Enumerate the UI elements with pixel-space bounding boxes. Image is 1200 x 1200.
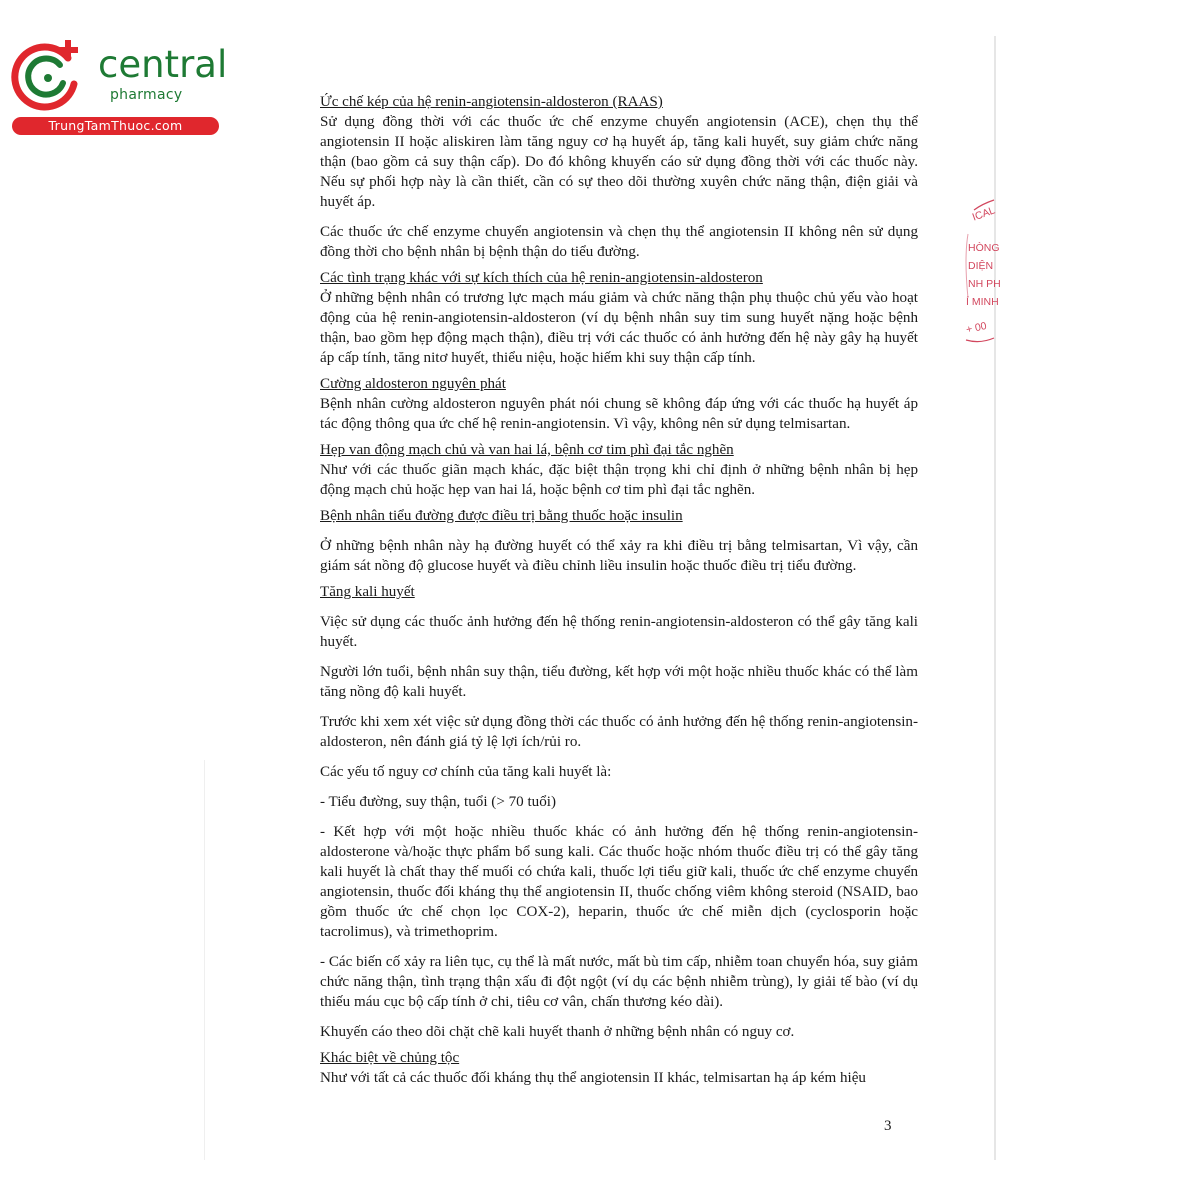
paragraph: - Kết hợp với một hoặc nhiều thuốc khác có ảnh hưởng đến hệ thống renin-angiotensin-aldosterone và/hoặc thực phẩm bổ sung kali. Các thuốc hoặc nhóm thuốc điều trị có thể gây tăng kali huyết là chất thay thế muối có chứa kali, thuốc lợi tiểu giữ kali, thuốc ức chế enzyme chuyển angiotensin, thuốc đối kháng thụ thể angiotensin II, thuốc chống viêm không steroid (NSAID, bao gồm thuốc ức chế chọn lọc COX-2), heparin, thuốc ức chế miễn dịch (cyclosporin hoặc tacrolimus), và trimethoprim. [320,824,918,940]
brand-website-link[interactable]: TrungTamThuoc.com [12,117,219,135]
document-body [320,92,918,1088]
stamp-text: HÒNG [968,242,1000,254]
paragraph: Việc sử dụng các thuốc ảnh hưởng đến hệ thống renin-angiotensin-aldosteron có thể gây tăng kali huyết. [320,614,918,650]
section [320,440,918,500]
section-heading: Ức chế kép của hệ renin-angiotensin-aldosteron (RAAS) [320,94,663,110]
paragraph: Bệnh nhân cường aldosteron nguyên phát nói chung sẽ không đáp ứng với các thuốc hạ huyết áp tác động thông qua ức chế hệ renin-angiotensin. Vì vậy, không nên sử dụng telmisartan. [320,396,918,432]
section-heading: Cường aldosteron nguyên phát [320,376,506,392]
section [320,1048,918,1088]
paragraph: Sử dụng đồng thời với các thuốc ức chế enzyme chuyển angiotensin (ACE), chẹn thụ thể angiotensin II hoặc aliskiren làm tăng nguy cơ hạ huyết áp, tăng kali huyết, suy giảm chức năng thận (bao gồm cả suy thận cấp). Do đó không khuyến cáo sử dụng đồng thời với các thuốc này. Nếu sự phối hợp này là cần thiết, cần có sự theo dõi thường xuyên chức năng thận, điện giải và huyết áp. [320,114,918,210]
cross-ring-logo-icon [10,38,90,114]
paragraph: Như với tất cả các thuốc đối kháng thụ thể angiotensin II khác, telmisartan hạ áp kém hiệu [320,1070,866,1086]
section [320,582,918,1042]
paragraph: - Các biến cố xảy ra liên tục, cụ thể là mất nước, mất bù tim cấp, nhiễm toan chuyển hóa, suy giảm chức năng thận, tình trạng thận xấu đi đột ngột (ví dụ các bệnh nhiễm trùng), ly giải tế bào (ví dụ thiếu máu cục bộ cấp tính ở chi, tiêu cơ vân, chấn thương kéo dài). [320,954,918,1010]
section [320,506,918,576]
stamp-text: ICAL [970,204,997,224]
paragraph: Như với các thuốc giãn mạch khác, đặc biệt thận trọng khi chỉ định ở những bệnh nhân bị hẹp động mạch chủ hoặc hẹp van hai lá, hoặc bệnh cơ tim phì đại tắc nghẽn. [320,462,918,498]
brand-logo[interactable] [10,38,228,138]
paragraph: Khuyến cáo theo dõi chặt chẽ kali huyết thanh ở những bệnh nhân có nguy cơ. [320,1024,795,1040]
section [320,92,918,262]
stamp-fragment [960,198,1000,348]
paragraph: Người lớn tuổi, bệnh nhân suy thận, tiểu đường, kết hợp với một hoặc nhiều thuốc khác có thể làm tăng nồng độ kali huyết. [320,664,918,700]
page-number: 3 [884,1118,892,1134]
stamp-text: DIỆN [968,260,994,272]
paragraph: - Tiểu đường, suy thận, tuổi (> 70 tuổi) [320,794,556,810]
section-heading: Bệnh nhân tiểu đường được điều trị bằng thuốc hoặc insulin [320,508,683,524]
section-heading: Hẹp van động mạch chủ và van hai lá, bệnh cơ tim phì đại tắc nghẽn [320,442,734,458]
section [320,374,918,434]
stamp-text: NH PH [968,278,1001,290]
paragraph: Ở những bệnh nhân có trương lực mạch máu giảm và chức năng thận phụ thuộc chủ yếu vào hoạt động của hệ renin-angiotensin-aldosteron (ví dụ bệnh nhân suy tim sung huyết nặng hoặc bệnh thận, bao gồm hẹp động mạch thận), điều trị với các thuốc có ảnh hưởng đến hệ này gây hạ huyết áp cấp tính, tăng nitơ huyết, thiểu niệu, hoặc hiếm khi suy thận cấp tính. [320,290,918,366]
section [320,268,918,368]
stamp-text: + 00 [964,319,988,337]
paragraph: Các thuốc ức chế enzyme chuyển angiotensin và chẹn thụ thể angiotensin II không nên sử dụng đồng thời cho bệnh nhân bị bệnh thận do tiểu đường. [320,224,918,260]
brand-subtitle: pharmacy [110,87,183,103]
section-heading: Khác biệt về chủng tộc [320,1050,460,1066]
paragraph: Ở những bệnh nhân này hạ đường huyết có thể xảy ra khi điều trị bằng telmisartan, Vì vậy, cần giám sát nồng độ glucose huyết và điều chỉnh liều insulin hoặc thuốc điều trị tiểu đường. [320,538,918,574]
paragraph: Trước khi xem xét việc sử dụng đồng thời các thuốc có ảnh hưởng đến hệ thống renin-angiotensin-aldosteron, nên đánh giá tỷ lệ lợi ích/rủi ro. [320,714,918,750]
brand-name: central [98,43,228,86]
stamp-text: Í MINH [966,296,999,308]
section-heading: Tăng kali huyết [320,584,415,600]
section-heading: Các tình trạng khác với sự kích thích của hệ renin-angiotensin-aldosteron [320,270,763,286]
scan-edge [204,760,205,1160]
paragraph: Các yếu tố nguy cơ chính của tăng kali huyết là: [320,764,612,780]
